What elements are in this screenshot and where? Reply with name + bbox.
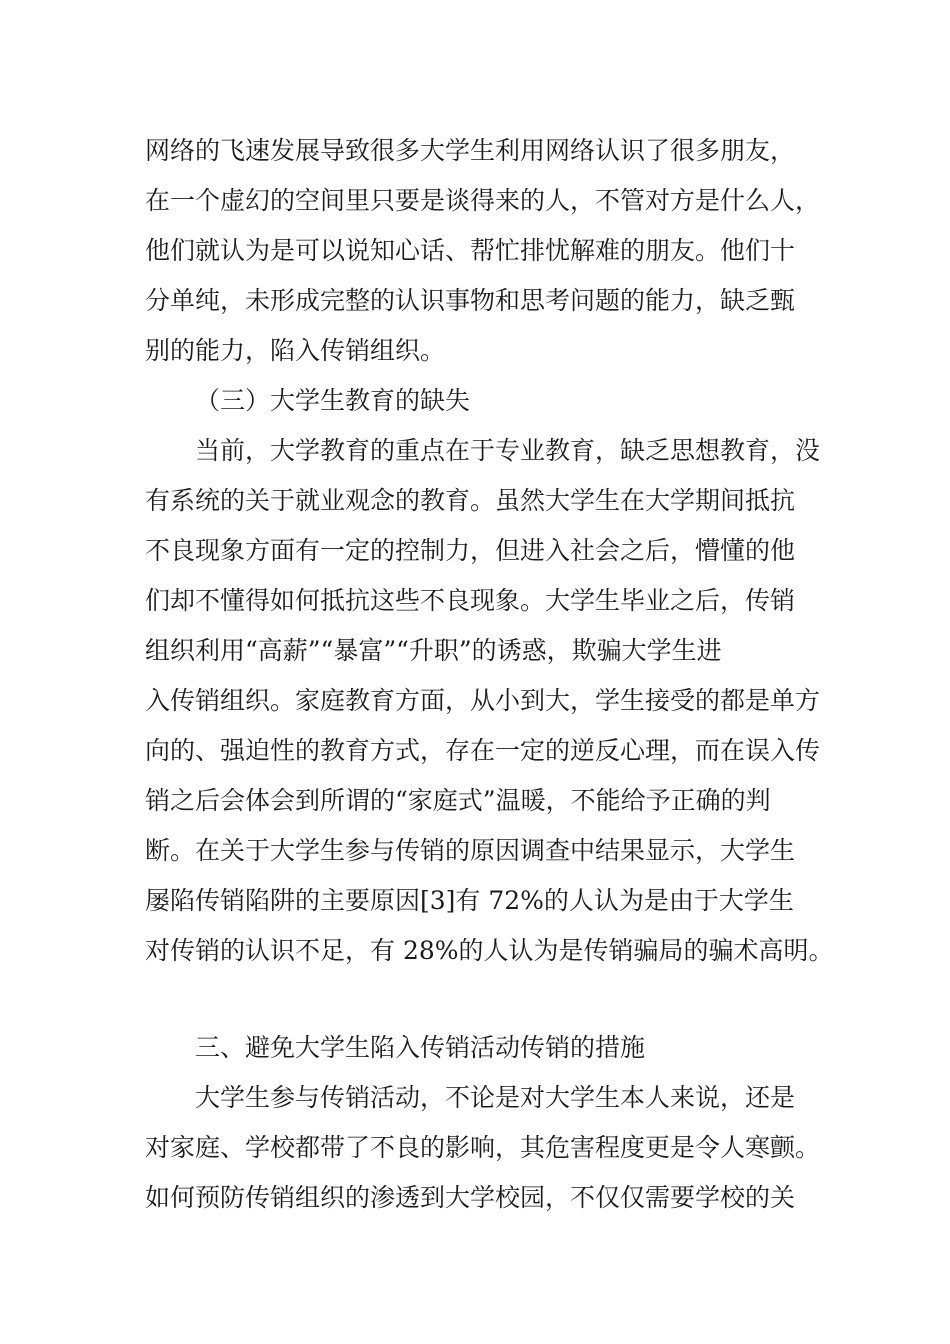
paragraph-3-line-1: 大学生参与传销活动，不论是对大学生本人来说，还是 [195, 1083, 796, 1112]
section-heading-three: 三、避免大学生陷入传销活动传销的措施 [195, 1033, 646, 1062]
section-heading-3: （三）大学生教育的缺失 [195, 386, 471, 415]
paragraph-3-line-3: 如何预防传销组织的渗透到大学校园，不仅仅需要学校的关 [145, 1183, 796, 1212]
paragraph-2-line-11: 对传销的认识不足，有 28%的人认为是传销骗局的骗术高明。 [145, 936, 834, 965]
paragraph-2-line-7: 向的、强迫性的教育方式，存在一定的逆反心理，而在误入传 [145, 736, 821, 765]
paragraph-1-line-4: 分单纯，未形成完整的认识事物和思考问题的能力，缺乏甄 [145, 286, 796, 315]
paragraph-3-line-2: 对家庭、学校都带了不良的影响，其危害程度更是令人寒颤。 [145, 1133, 821, 1162]
paragraph-2-line-9: 断。在关于大学生参与传销的原因调查中结果显示，大学生 [145, 836, 796, 865]
paragraph-1-line-2: 在一个虚幻的空间里只要是谈得来的人，不管对方是什么人， [145, 186, 821, 215]
paragraph-2-line-2: 有系统的关于就业观念的教育。虽然大学生在大学期间抵抗 [145, 486, 796, 515]
paragraph-1-line-1: 网络的飞速发展导致很多大学生利用网络认识了很多朋友， [145, 136, 796, 165]
paragraph-2-line-10: 屡陷传销陷阱的主要原因[3]有 72%的人认为是由于大学生 [145, 886, 794, 915]
paragraph-2-line-4: 们却不懂得如何抵抗这些不良现象。大学生毕业之后，传销 [145, 586, 796, 615]
paragraph-1-line-3: 他们就认为是可以说知心话、帮忙排忧解难的朋友。他们十 [145, 236, 796, 265]
paragraph-2-line-1: 当前，大学教育的重点在于专业教育，缺乏思想教育，没 [195, 436, 821, 465]
paragraph-2-line-8: 销之后会体会到所谓的“家庭式”温暖，不能给予正确的判 [145, 786, 771, 815]
paragraph-2-line-6: 入传销组织。家庭教育方面，从小到大，学生接受的都是单方 [145, 686, 821, 715]
paragraph-1-line-5: 别的能力，陷入传销组织。 [145, 336, 446, 365]
paragraph-2-line-5: 组织利用“高薪”“暴富”“升职”的诱惑，欺骗大学生进 [145, 636, 722, 665]
paragraph-2-line-3: 不良现象方面有一定的控制力，但进入社会之后，懵懂的他 [145, 536, 796, 565]
